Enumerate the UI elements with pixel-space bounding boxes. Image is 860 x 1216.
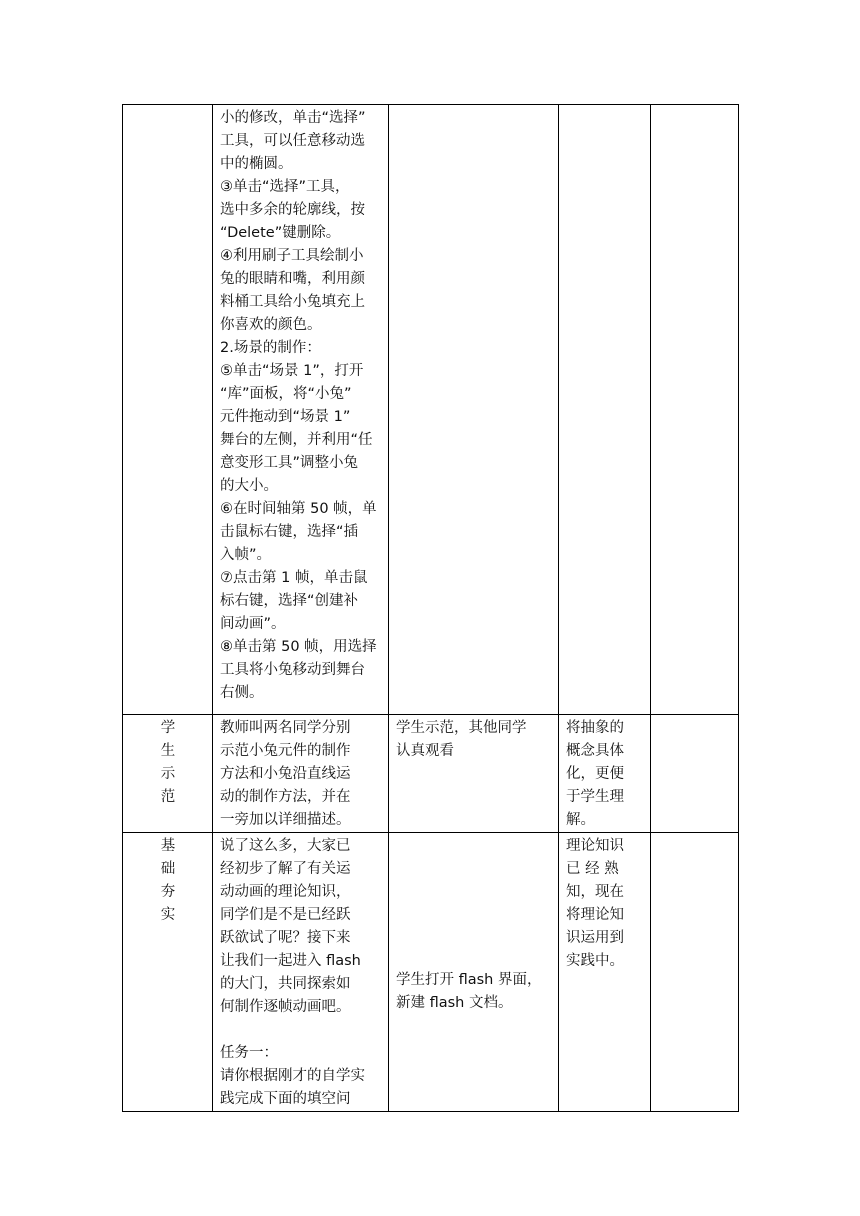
- text-line: “库”面板，将“小兔”: [220, 386, 352, 402]
- section-cell: [123, 105, 213, 715]
- section-char: 础: [160, 861, 176, 877]
- design-purpose-cell: [559, 833, 651, 1112]
- lesson-plan-table: [122, 104, 739, 1112]
- text-line: 间动画”。: [220, 616, 286, 632]
- table-row: [123, 833, 739, 1112]
- text-line: 击鼠标右键，选择“插: [220, 524, 359, 540]
- text-line: 方法和小兔沿直线运: [220, 766, 351, 782]
- section-char: 基: [160, 838, 176, 854]
- text-line: 你喜欢的颜色。: [220, 317, 322, 333]
- text-line: 教师叫两名同学分别: [220, 720, 351, 736]
- text-line: 兔的眼睛和嘴，利用颜: [220, 271, 365, 287]
- text-line: 化，更便: [566, 766, 624, 782]
- text-line: 于学生理: [566, 789, 624, 805]
- text-line: 示范小兔元件的制作: [220, 743, 351, 759]
- text-line: 理论知识: [566, 838, 624, 854]
- student-activity-cell: [389, 833, 559, 1112]
- section-char: 夯: [160, 884, 176, 900]
- text-line: 让我们一起进入 flash: [220, 953, 361, 969]
- text-line: ⑥在时间轴第 50 帧，单: [220, 501, 377, 517]
- section-cell: [123, 833, 213, 1112]
- teacher-activity-cell: [213, 833, 389, 1112]
- text-line: ⑦点击第 1 帧，单击鼠: [220, 570, 368, 586]
- text-line: 的大小。: [220, 478, 278, 494]
- teacher-activity-cell: [213, 105, 389, 715]
- design-purpose-cell: [559, 105, 651, 715]
- table-row: [123, 715, 739, 833]
- text-line: “Delete”键删除。: [220, 225, 341, 241]
- text-line: 跃欲试了呢？接下来: [220, 930, 351, 946]
- text-line: 实践中。: [566, 953, 624, 969]
- text-line: 动的制作方法，并在: [220, 789, 351, 805]
- text-line: 将抽象的: [566, 720, 624, 736]
- notes-cell: [651, 715, 739, 833]
- text-line: 践完成下面的填空问: [220, 1091, 351, 1107]
- text-line: 学生打开 flash 界面，: [396, 972, 542, 988]
- text-line: 选中多余的轮廓线，按: [220, 202, 365, 218]
- design-purpose-cell: [559, 715, 651, 833]
- text-line: 识运用到: [566, 930, 624, 946]
- text-line: 说了这么多，大家已: [220, 838, 351, 854]
- section-char: 范: [160, 789, 176, 805]
- notes-cell: [651, 105, 739, 715]
- text-line: 经初步了解了有关运: [220, 861, 351, 877]
- text-line: 请你根据刚才的自学实: [220, 1068, 365, 1084]
- table-row: [123, 105, 739, 715]
- student-activity-cell: [389, 105, 559, 715]
- text-line: 知，现在: [566, 884, 624, 900]
- text-line: 的大门，共同探索如: [220, 976, 351, 992]
- text-line: 一旁加以详细描述。: [220, 812, 351, 828]
- section-char: 生: [160, 743, 176, 759]
- text-line: 元件拖动到“场景 1”: [220, 409, 351, 425]
- text-line: 学生示范，其他同学: [396, 720, 527, 736]
- text-line: 工具，可以任意移动选: [220, 133, 365, 149]
- blank-line: [220, 1019, 382, 1042]
- text-line: 标右键，选择“创建补: [220, 593, 359, 609]
- text-line: 2.场景的制作：: [220, 340, 321, 356]
- text-line: 入帧”。: [220, 547, 272, 563]
- text-line: 概念具体: [566, 743, 624, 759]
- text-line: 新建 flash 文档。: [396, 995, 513, 1011]
- text-line: 右侧。: [220, 685, 264, 701]
- text-line: 将理论知: [566, 907, 624, 923]
- text-line: 舞台的左侧，并利用“任: [220, 432, 373, 448]
- text-line: ③单击“选择”工具，: [220, 179, 350, 195]
- text-line: 同学们是不是已经跃: [220, 907, 351, 923]
- section-char: 学: [160, 720, 176, 736]
- teacher-activity-cell: [213, 715, 389, 833]
- text-line: ⑧单击第 50 帧，用选择: [220, 639, 377, 655]
- student-activity-cell: [389, 715, 559, 833]
- task-heading: 任务一：: [220, 1045, 278, 1061]
- text-line: 已 经 熟: [566, 861, 619, 877]
- section-cell: [123, 715, 213, 833]
- text-line: 中的椭圆。: [220, 156, 293, 172]
- section-char: 实: [160, 907, 176, 923]
- text-line: 动动画的理论知识，: [220, 884, 351, 900]
- text-line: 何制作逐帧动画吧。: [220, 999, 351, 1015]
- text-line: 意变形工具”调整小兔: [220, 455, 359, 471]
- text-line: ⑤单击“场景 1”，打开: [220, 363, 364, 379]
- text-line: 工具将小兔移动到舞台: [220, 662, 365, 678]
- text-line: ④利用刷子工具绘制小: [220, 248, 364, 264]
- section-char: 示: [160, 766, 176, 782]
- text-line: 小的修改，单击“选择”: [220, 110, 366, 126]
- notes-cell: [651, 833, 739, 1112]
- text-line: 解。: [566, 812, 595, 828]
- text-line: 料桶工具给小兔填充上: [220, 294, 365, 310]
- text-line: 认真观看: [396, 743, 454, 759]
- student-action-block: [396, 969, 552, 1015]
